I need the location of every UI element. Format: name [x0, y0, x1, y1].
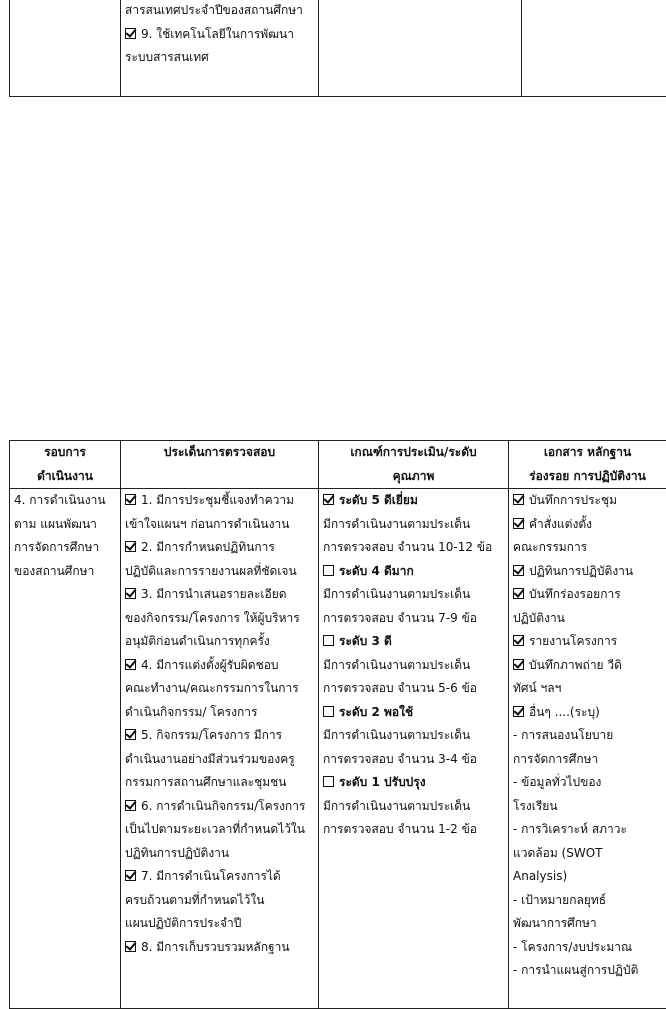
list-item-line: อนุมัติก่อนดำเนินการทุกครั้ง: [125, 630, 314, 654]
list-item-line: ปฏิทินการปฏิบัติงาน: [125, 842, 314, 866]
list-item-line: 8. มีการเก็บรวบรวมหลักฐาน: [125, 936, 314, 960]
list-item-line: คณะทำงาน/คณะกรรมการในการ: [125, 677, 314, 701]
empty-checkbox-icon[interactable]: [323, 706, 334, 717]
top-cell-evidence: [522, 0, 666, 97]
checked-checkbox-icon[interactable]: [513, 706, 524, 717]
list-item-line: - การนำแผนสู่การปฏิบัติ: [513, 959, 662, 983]
list-item-line: กรรมการสถานศึกษาและชุมชน: [125, 771, 314, 795]
empty-checkbox-icon[interactable]: [323, 635, 334, 646]
list-item-line: โรงเรียน: [513, 795, 662, 819]
quality-level-description: มีการดำเนินงานตามประเด็น: [323, 795, 504, 819]
header-evidence: เอกสาร หลักฐาน ร่องรอย การปฏิบัติงาน: [509, 441, 666, 489]
checked-checkbox-icon[interactable]: [125, 800, 136, 811]
check-items-cell: [121, 489, 319, 1009]
checked-checkbox-icon[interactable]: [513, 518, 524, 529]
header-check-items: ประเด็นการตรวจสอบ: [121, 441, 319, 489]
list-item-line: คำสั่งแต่งตั้ง: [513, 513, 662, 537]
list-item-line: ปฏิบัติงาน: [513, 607, 662, 631]
checked-checkbox-icon[interactable]: [513, 635, 524, 646]
checked-checkbox-icon[interactable]: [125, 588, 136, 599]
checked-checkbox-icon[interactable]: [125, 729, 136, 740]
round-cell: 4. การดำเนินงาน ตาม แผนพัฒนา การจัดการศึกษา ของสถานศึกษา: [10, 489, 121, 1009]
list-item-line: ปฏิทินการปฏิบัติงาน: [513, 560, 662, 584]
list-item-line: 3. มีการนำเสนอรายละเอียด: [125, 583, 314, 607]
list-item-line: 9. ใช้เทคโนโลยีในการพัฒนา: [125, 23, 314, 47]
list-item-line: บันทึกภาพถ่าย วีดิ: [513, 654, 662, 678]
header-row: [10, 441, 666, 489]
list-item-line: แวดล้อม (SWOT: [513, 842, 662, 866]
list-item-line: พัฒนาการศึกษา: [513, 912, 662, 936]
list-item-line: - การวิเคราะห์ สภาวะ: [513, 818, 662, 842]
list-item-line: ครบถ้วนตามที่กำหนดไว้ใน: [125, 889, 314, 913]
list-item-line: เข้าใจแผนฯ ก่อนการดำเนินงาน: [125, 513, 314, 537]
quality-level-description: มีการดำเนินงานตามประเด็น: [323, 724, 504, 748]
top-continuation-table: [9, 0, 666, 97]
list-item-line: แผนปฏิบัติการประจำปี: [125, 912, 314, 936]
top-cell-criteria: [319, 0, 522, 97]
quality-level-title: ระดับ 5 ดีเยี่ยม: [323, 489, 504, 513]
quality-level-title: ระดับ 4 ดีมาก: [323, 560, 504, 584]
criteria-cell: [319, 489, 509, 1009]
list-item-line: - โครงการ/งบประมาณ: [513, 936, 662, 960]
checked-checkbox-icon[interactable]: [323, 494, 334, 505]
list-item-line: สารสนเทศประจำปีของสถานศึกษา: [125, 0, 314, 23]
list-item-line: บันทึกร่องรอยการ: [513, 583, 662, 607]
empty-checkbox-icon[interactable]: [323, 565, 334, 576]
table-row: [10, 489, 666, 1009]
list-item-line: 7. มีการดำเนินโครงการได้: [125, 865, 314, 889]
list-item-line: ทัศน์ ฯลฯ: [513, 677, 662, 701]
quality-level-description: มีการดำเนินงานตามประเด็น: [323, 583, 504, 607]
list-item-line: 5. กิจกรรม/โครงการ มีการ: [125, 724, 314, 748]
checked-checkbox-icon[interactable]: [125, 494, 136, 505]
quality-level-description: การตรวจสอบ จำนวน 7-9 ข้อ: [323, 607, 504, 631]
quality-level-description: การตรวจสอบ จำนวน 3-4 ข้อ: [323, 748, 504, 772]
list-item-line: ระบบสารสนเทศ: [125, 46, 314, 70]
inspection-table: [9, 440, 666, 1009]
checked-checkbox-icon[interactable]: [125, 941, 136, 952]
checked-checkbox-icon[interactable]: [513, 588, 524, 599]
list-item-line: รายงานโครงการ: [513, 630, 662, 654]
list-item-line: 1. มีการประชุมชี้แจงทำความ: [125, 489, 314, 513]
checked-checkbox-icon[interactable]: [513, 494, 524, 505]
evidence-cell: [509, 489, 666, 1009]
top-cell-round: [10, 0, 121, 97]
list-item-line: ปฏิบัติและการรายงานผลที่ชัดเจน: [125, 560, 314, 584]
list-item-line: - เป้าหมายกลยุทธ์: [513, 889, 662, 913]
quality-level-description: การตรวจสอบ จำนวน 1-2 ข้อ: [323, 818, 504, 842]
quality-level-title: ระดับ 2 พอใช้: [323, 701, 504, 725]
list-item-line: Analysis): [513, 865, 662, 889]
list-item-line: อื่นๆ ....(ระบุ): [513, 701, 662, 725]
header-round: รอบการ ดำเนินงาน: [10, 441, 121, 489]
checked-checkbox-icon[interactable]: [125, 28, 136, 39]
list-item-line: การจัดการศึกษา: [513, 748, 662, 772]
list-item-line: เป็นไปตามระยะเวลาที่กำหนดไว้ใน: [125, 818, 314, 842]
list-item-line: 4. มีการแต่งตั้งผู้รับผิดชอบ: [125, 654, 314, 678]
quality-level-description: การตรวจสอบ จำนวน 5-6 ข้อ: [323, 677, 504, 701]
checked-checkbox-icon[interactable]: [125, 541, 136, 552]
list-item-line: คณะกรรมการ: [513, 536, 662, 560]
empty-checkbox-icon[interactable]: [323, 776, 334, 787]
quality-level-title: ระดับ 3 ดี: [323, 630, 504, 654]
list-item-line: ดำเนินงานอย่างมีส่วนร่วมของครู: [125, 748, 314, 772]
quality-level-description: การตรวจสอบ จำนวน 10-12 ข้อ: [323, 536, 504, 560]
quality-level-description: มีการดำเนินงานตามประเด็น: [323, 513, 504, 537]
list-item-line: - ข้อมูลทั่วไปของ: [513, 771, 662, 795]
checked-checkbox-icon[interactable]: [125, 870, 136, 881]
list-item-line: ดำเนินกิจกรรม/ โครงการ: [125, 701, 314, 725]
checked-checkbox-icon[interactable]: [125, 659, 136, 670]
list-item-line: ของกิจกรรม/โครงการ ให้ผู้บริหาร: [125, 607, 314, 631]
checked-checkbox-icon[interactable]: [513, 565, 524, 576]
list-item-line: บันทึกการประชุม: [513, 489, 662, 513]
header-criteria: เกณฑ์การประเมิน/ระดับ คุณภาพ: [319, 441, 509, 489]
list-item-line: 2. มีการกำหนดปฏิทินการ: [125, 536, 314, 560]
list-item-line: 6. การดำเนินกิจกรรม/โครงการ: [125, 795, 314, 819]
quality-level-title: ระดับ 1 ปรับปรุง: [323, 771, 504, 795]
list-item-line: - การสนองนโยบาย: [513, 724, 662, 748]
checked-checkbox-icon[interactable]: [513, 659, 524, 670]
top-cell-items: [121, 0, 319, 97]
quality-level-description: มีการดำเนินงานตามประเด็น: [323, 654, 504, 678]
